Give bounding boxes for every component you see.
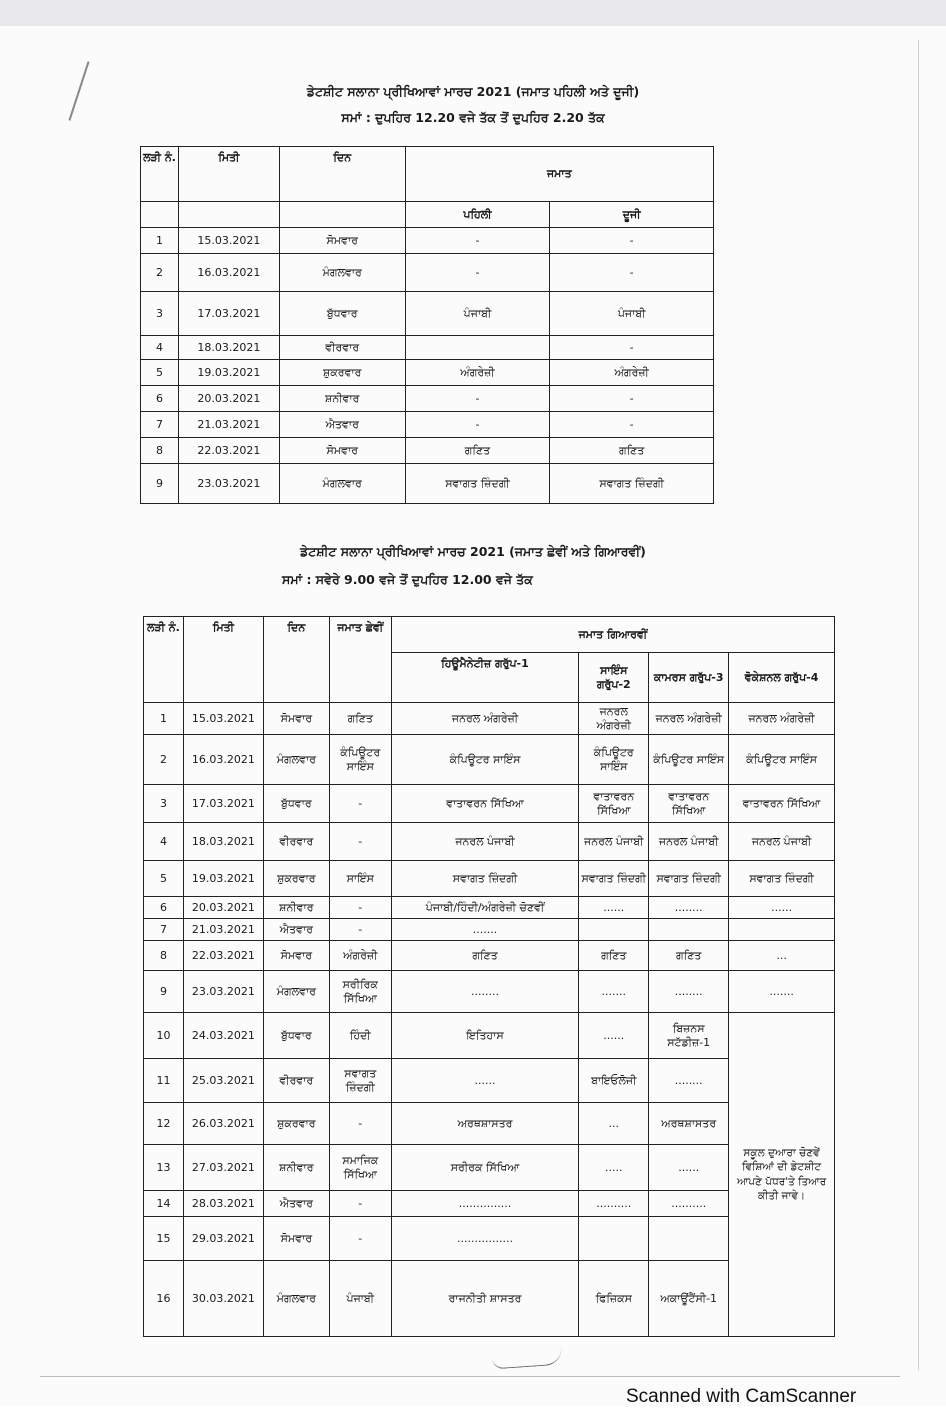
section2-time: ਸਮਾਂ : ਸਵੇਰੇ 9.00 ਵਜੇ ਤੋਂ ਦੁਪਹਿਰ 12.00 ਵਜੇ ਤੱਕ: [282, 572, 533, 587]
table-row: 13 27.03.2021 ਸ਼ਨੀਵਾਰ ਸਮਾਜਿਕ ਸਿੱਖਿਆ ਸਰੀਰਕ ਸਿੱਖਿਆ ..... ......: [144, 1145, 835, 1191]
remark-note: ਸਕੂਲ ਦੁਆਰਾ ਚੋਣਵੇਂ ਵਿਸ਼ਿਆਂ ਦੀ ਡੇਟਸ਼ੀਟ ਆਪਣੇ ਪੱਧਰ'ਤੇ ਤਿਆਰ ਕੀਤੀ ਜਾਵੇ।: [729, 1013, 835, 1337]
header-day: ਦਿਨ: [263, 617, 329, 703]
header-sixth: ਜਮਾਤ ਛੇਵੀਂ: [329, 617, 391, 703]
table-row: 14 28.03.2021 ਐਤਵਾਰ - ............... .......... ..........: [144, 1191, 835, 1217]
camscanner-watermark: Scanned with CamScanner: [626, 1386, 857, 1407]
table-row: 9 23.03.2021 ਮੰਗਲਵਾਰ ਸਵਾਗਤ ਜ਼ਿੰਦਗੀ ਸਵਾਗਤ ਜ਼ਿੰਦਗੀ: [141, 464, 714, 504]
header-class: ਜਮਾਤ: [405, 147, 713, 202]
table-row: 8 22.03.2021 ਸੋਮਵਾਰ ਅੰਗਰੇਜ਼ੀ ਗਣਿਤ ਗਣਿਤ ਗਣਿਤ ...: [144, 941, 835, 971]
section1-title: ਡੇਟਸ਼ੀਟ ਸਲਾਨਾ ਪ੍ਰੀਖਿਆਵਾਂ ਮਾਰਚ 2021 (ਜਮਾਤ ਪਹਿਲੀ ਅਤੇ ਦੂਜੀ): [306, 84, 640, 99]
table-class-6-11: [143, 616, 835, 1337]
header-group-3: ਕਾਮਰਸ ਗਰੁੱਪ-3: [649, 653, 729, 703]
section1-time: ਸਮਾਂ : ਦੁਪਹਿਰ 12.20 ਵਜੇ ਤੱਕ ਤੋਂ ਦੁਪਹਿਰ 2.20 ਤੱਕ: [341, 110, 605, 125]
table-row: 11 25.03.2021 ਵੀਰਵਾਰ ਸਵਾਗਤ ਜ਼ਿੰਦਗੀ ...... ਬਾਇਓਲੋਜੀ ........: [144, 1059, 835, 1103]
table-row: 4 18.03.2021 ਵੀਰਵਾਰ -: [141, 336, 714, 360]
header-first: ਪਹਿਲੀ: [405, 202, 550, 228]
table-row: 9 23.03.2021 ਮੰਗਲਵਾਰ ਸਰੀਰਿਕ ਸਿੱਖਿਆ ........ ....... ........ .......: [144, 971, 835, 1013]
header-date: ਮਿਤੀ: [178, 147, 279, 202]
top-bar: [0, 0, 946, 26]
header-date: ਮਿਤੀ: [183, 617, 263, 703]
section2-title: ਡੇਟਸ਼ੀਟ ਸਲਾਨਾ ਪ੍ਰੀਖਿਆਵਾਂ ਮਾਰਚ 2021 (ਜਮਾਤ ਛੇਵੀਂ ਅਤੇ ਗਿਆਰਵੀਂ): [300, 544, 646, 559]
table-row: 5 19.03.2021 ਸ਼ੁਕਰਵਾਰ ਸਾਇੰਸ ਸਵਾਗਤ ਜ਼ਿੰਦਗੀ ਸਵਾਗਤ ਜ਼ਿੰਦਗੀ ਸਵਾਗਤ ਜ਼ਿੰਦਗੀ ਸਵਾਗਤ ਜ਼ਿੰਦਗੀ: [144, 861, 835, 897]
table-row: 1 15.03.2021 ਸੋਮਵਾਰ - -: [141, 228, 714, 254]
table-row: 5 19.03.2021 ਸ਼ੁਕਰਵਾਰ ਅੰਗਰੇਜ਼ੀ ਅੰਗਰੇਜ਼ੀ: [141, 360, 714, 386]
table-row: 6 20.03.2021 ਸ਼ਨੀਵਾਰ - -: [141, 386, 714, 412]
header-second: ਦੂਜੀ: [550, 202, 714, 228]
header-day: ਦਿਨ: [279, 147, 405, 202]
header-eleventh: ਜਮਾਤ ਗਿਆਰਵੀਂ: [391, 617, 834, 653]
page-bottom-edge: [40, 1376, 900, 1377]
table-row: 3 17.03.2021 ਬੁੱਧਵਾਰ ਪੰਜਾਬੀ ਪੰਜਾਬੀ: [141, 292, 714, 336]
header-serial: ਲੜੀ ਨੰ.: [141, 147, 179, 202]
table-row: 2 16.03.2021 ਮੰਗਲਵਾਰ - -: [141, 254, 714, 292]
table-row: 2 16.03.2021 ਮੰਗਲਵਾਰ ਕੰਪਿਊਟਰ ਸਾਇੰਸ ਕੰਪਿਊਟਰ ਸਾਇੰਸ ਕੰਪਿਊਟਰ ਸਾਇੰਸ ਕੰਪਿਊਟਰ ਸਾਇੰਸ ਕੰਪਿਊਟਰ ਸਾਇੰਸ: [144, 735, 835, 785]
header-group-2: ਸਾਇੰਸ ਗਰੁੱਪ-2: [579, 653, 649, 703]
header-group-4: ਵੋਕੇਸ਼ਨਲ ਗਰੁੱਪ-4: [729, 653, 835, 703]
header-group-1: ਹਿਊਮੈਨੇਟੀਜ਼ ਗਰੁੱਪ-1: [391, 653, 579, 703]
table-row: 16 30.03.2021 ਮੰਗਲਵਾਰ ਪੰਜਾਬੀ ਰਾਜਨੀਤੀ ਸ਼ਾਸਤਰ ਫਿਜ਼ਿਕਸ ਅਕਾਊਂਟੈਂਸੀ-1: [144, 1261, 835, 1337]
table-row: 4 18.03.2021 ਵੀਰਵਾਰ - ਜਨਰਲ ਪੰਜਾਬੀ ਜਨਰਲ ਪੰਜਾਬੀ ਜਨਰਲ ਪੰਜਾਬੀ ਜਨਰਲ ਪੰਜਾਬੀ: [144, 823, 835, 861]
table-row: 15 29.03.2021 ਸੋਮਵਾਰ - ................: [144, 1217, 835, 1261]
table-row: 7 21.03.2021 ਐਤਵਾਰ - .......: [144, 919, 835, 941]
table-row: 12 26.03.2021 ਸ਼ੁਕਰਵਾਰ - ਅਰਥਸ਼ਾਸਤਰ ... ਅਰਥਸ਼ਾਸਤਰ: [144, 1103, 835, 1145]
table-row: 1 15.03.2021 ਸੋਮਵਾਰ ਗਣਿਤ ਜਨਰਲ ਅੰਗਰੇਜ਼ੀ ਜਨਰਲ ਅੰਗਰੇਜ਼ੀ ਜਨਰਲ ਅੰਗਰੇਜ਼ੀ ਜਨਰਲ ਅੰਗਰੇਜ਼ੀ: [144, 703, 835, 735]
table-row: 6 20.03.2021 ਸ਼ਨੀਵਾਰ - ਪੰਜਾਬੀ/ਹਿੰਦੀ/ਅੰਗਰੇਜ਼ੀ ਚੋਣਵੀਂ ...... ........ ......: [144, 897, 835, 919]
table-row: 10 24.03.2021 ਬੁੱਧਵਾਰ ਹਿੰਦੀ ਇਤਿਹਾਸ ...... ਬਿਜ਼ਨਸ ਸਟੱਡੀਜ਼-1 ਸਕੂਲ ਦੁਆਰਾ ਚੋਣਵੇਂ ਵਿਸ਼ਿਆਂ ਦੀ ਡੇਟਸ਼ੀਟ ਆਪਣੇ ਪੱਧਰ'ਤੇ ਤਿਆਰ ਕੀਤੀ ਜਾਵੇ।: [144, 1013, 835, 1059]
table-row: 7 21.03.2021 ਐਤਵਾਰ - -: [141, 412, 714, 438]
page-edge-line: [918, 40, 919, 1370]
table-row: 8 22.03.2021 ਸੋਮਵਾਰ ਗਣਿਤ ਗਣਿਤ: [141, 438, 714, 464]
header-serial: ਲੜੀ ਨੰ.: [144, 617, 184, 703]
table-class-1-2: [140, 146, 714, 504]
table-row: 3 17.03.2021 ਬੁੱਧਵਾਰ - ਵਾਤਾਵਰਨ ਸਿੱਖਿਆ ਵਾਤਾਵਰਨ ਸਿੱਖਿਆ ਵਾਤਾਵਰਨ ਸਿੱਖਿਆ ਵਾਤਾਵਰਨ ਸਿੱਖਿਆ: [144, 785, 835, 823]
